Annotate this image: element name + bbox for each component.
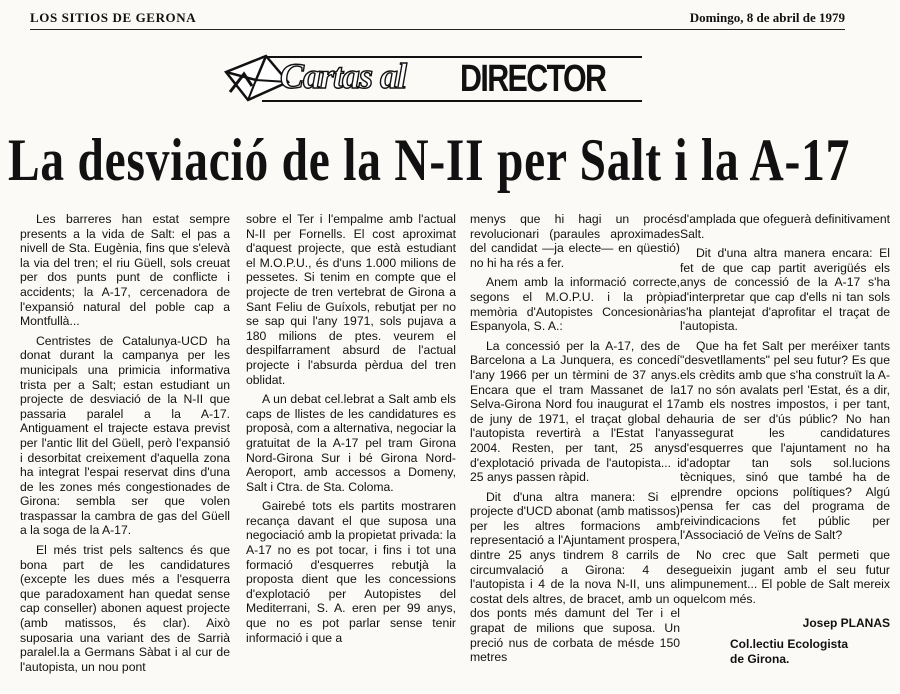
paragraph: Les barreres han estat sempre presents a la vida de Salt: el pas a nivell de Sta. Eugènia, fins que s'elevà la via del tren; el riu Güell, sols creuat per dos punts punt de conflicte i accidents; la A-17, cercenadora de l'expansió natural del poble cap a Montfullà... — [20, 212, 230, 329]
paragraph: Dit d'una altra manera encara: El fet de que cap partit averigüés els anys de concessió de la A-17 s'ha d'interpretar que cap d'ells ni tan sols s'ha plantejat d'aprofitar el traçat de l'autopista. — [680, 246, 890, 334]
article-column-2 — [246, 212, 456, 650]
paragraph: El més trist pels saltencs és que bona part de les candidatures (excepte les dues més a l'esquerra que paradoxament han quedat sense cap conseller) abonen aquest projecte (amb matissos, és clar). Això suposaria una variant des de Sarrià paralel.la a Germans Sàbat i al cur de l'autopista, un nou pont — [20, 543, 230, 674]
paragraph: Que ha fet Salt per meréixer tants "desvetllaments" pel seu futur? Es que els crèdits amb que s'ha construït la A-17 no són avalats perl 'Estat, és a dir, amb els nostres impostos, i per tant, hauria de ser d'ús públic? No han assegurat les candidatures d'esquerres que l'ajuntament no ha d'adoptar tan sols sol.lucions tècniques, sinó que també ha de prendre opcions polítiques? Algú pensa fer cas del programa de reivindicacions fet públic per l'Associació de Veïns de Salt? — [680, 338, 890, 543]
paragraph: La concessió per la A-17, des de Barcelona a La Junquera, es concedí l'any 1966 per un tèrmini de 37 anys. Encara que el tram Massanet de la Selva-Girona Nord fou inaugurat el 17 de juny de 1971, el traçat global de l'autopista revertirà a l'Estat l'any 2004. Resten, per tant, 25 anys d'explotació privada de l'autopista... i 25 anys passen ràpid. — [470, 338, 680, 485]
paragraph: sobre el Ter i l'empalme amb l'actual N-II per Fornells. El cost aproximat d'aquest projecte, que està estudiant el M.O.P.U., és d'uns 1.000 milions de pessetes. Si tenim en compte que el projecte de tren vertebrat de Girona a Sant Feliu de Guíxols, rebutjat per no se sap qui l'any 1971, sols pujava a 180 milions de ptes. veurem el despilfarrament absurd de l'actual projecte i l'absurda pèrdua del tren oblidat. — [246, 212, 456, 387]
section-banner — [222, 52, 642, 110]
organization-line: de Girona. — [730, 651, 790, 666]
paragraph: A un debat cel.lebrat a Salt amb els caps de llistes de les candidatures es proposà, com a alternativa, negociar la gratuitat de la A-17 pel tram Girona Nord-Girona Sur i bé Girona Nord-Aeroport, amb accessos a Domeny, Salt i Ctra. de Sta. Coloma. — [246, 392, 457, 494]
paragraph: Centristes de Catalunya-UCD ha donat durant la campanya per les municipals una primicia informativa trista per a Salt; estan estudiant un projecte de desviació de la N-II que passaria paralel a la A-17. Antiguament el trajecte estava previst per l'antic llit del Güell, però l'expansió i desorbitat creixement d'aquella zona ha integrat l'espai reservat dins d'una de les zones més congestionades de Girona: sembla ser que volen traspassar la cambra de gas del Güell a la soga de la A-17. — [20, 333, 230, 538]
article-column-4 — [680, 212, 890, 666]
page-header — [30, 8, 845, 30]
paragraph: d'amplada que ofeguerà definitivament Salt. — [680, 212, 890, 241]
paragraph: No crec que Salt permeti que segueixin jugant amb el seu futur impunement... El poble de Salt mereix quelcom més. — [680, 548, 890, 606]
section-title-cartas: Cartas al — [280, 56, 407, 96]
article-headline: La desviació de la N-II per Salt i la A-17 — [8, 127, 851, 193]
issue-date: Domingo, 8 de abril de 1979 — [689, 10, 845, 25]
article-column-3 — [470, 212, 680, 670]
section-title-director: DIRECTOR — [460, 58, 606, 100]
author-signature: Josep PLANAS — [802, 616, 890, 631]
organization-line: Col.lectiu Ecologista — [730, 637, 849, 652]
paragraph: menys que hi hagi un procés revolucionari (paraules aproximades del candidat —ja electe— en qüestió) no hi ha rés a fer. — [470, 212, 680, 270]
article-column-1 — [20, 212, 230, 679]
author-organization — [680, 637, 890, 666]
paragraph: Gairebé tots els partits mostraren recança davant el que suposa una negociació amb la propietat privada: la A-17 no es pot tocar, i fins i tot una formació d'esquerres rebutjà la proposta dient que les concessions d'explotació per Autopistes del Mediterrani, S. A. eren per 99 anys, que no es pot parlar sense tenir informació i que a — [246, 499, 456, 645]
paragraph: Anem amb la informació correcte, segons el M.O.P.U. i la pròpia memòria d'Autopistes Concesionària Espanyola, S. A.: — [470, 275, 680, 334]
paragraph: Dit d'una altra manera: Si el projecte d'UCD abonat (amb matissos) per les altres formacions amb representació a l'Ajuntament prospera, dintre 25 anys tindrem 8 carrils de circumvalació a Girona: 4 de l'autopista i 4 de la nova N-II, uns al costat dels altres, de bracet, amb un o dos ponts més damunt del Ter i el grapat de milions que suposa. Un preció nus de corbata de mésde 150 metres — [470, 489, 680, 665]
newspaper-name: LOS SITIOS DE GERONA — [30, 10, 197, 25]
